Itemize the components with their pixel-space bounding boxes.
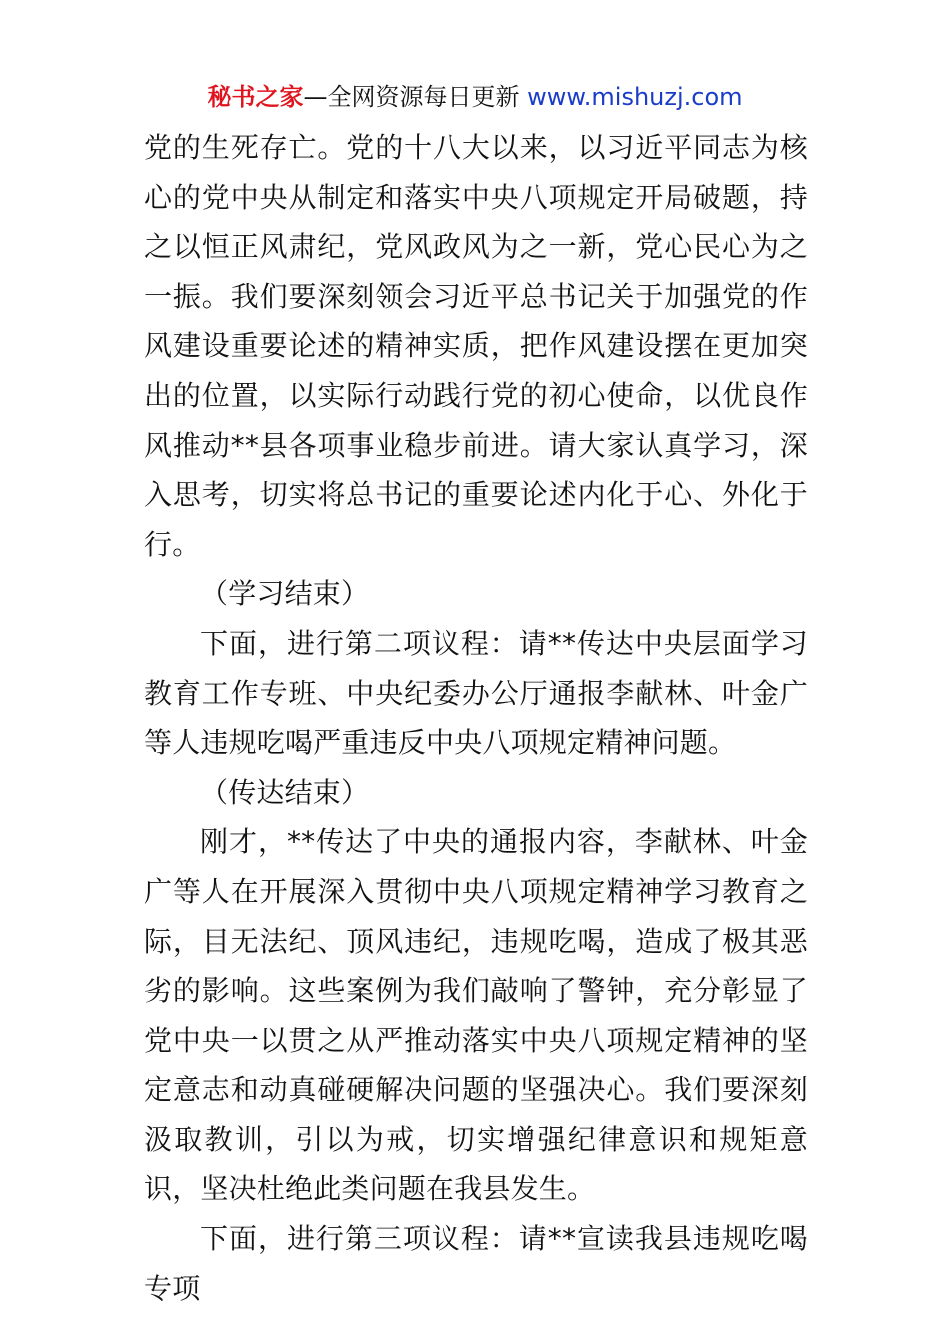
paragraph-note-study-end: （学习结束） xyxy=(200,577,370,611)
paragraph-note-relay-end: （传达结束） xyxy=(200,775,370,809)
document-body xyxy=(144,123,808,1313)
paragraph-continued: 党的生死存亡。党的十八大以来，以习近平同志为核心的党中央从制定和落实中央八项规定开局破题，持之以恒正风肃纪，党风政风为之一新，党心民心为之一振。我们要深刻领会习近平总书记关于加强党的作风建设重要论述的精神实质，把作风建设摆在更加突出的位置，以实际行动践行党的初心使命，以优良作风推动**县各项事业稳步前进。请大家认真学习，深入思考，切实将总书记的重要论述内化于心、外化于行。 xyxy=(144,131,808,561)
header-tagline: —全网资源每日更新 xyxy=(303,83,520,111)
paragraph-commentary: 刚才，**传达了中央的通报内容，李献林、叶金广等人在开展深入贯彻中央八项规定精神学习教育之际，目无法纪、顶风违纪，违规吃喝，造成了极其恶劣的影响。这些案例为我们敲响了警钟，充分彰显了党中央一以贯之从严推动落实中央八项规定精神的坚定意志和动真碰硬解决问题的坚强决心。我们要深刻汲取教训，引以为戒，切实增强纪律意识和规矩意识，坚决杜绝此类问题在我县发生。 xyxy=(144,825,808,1206)
header-brand: 秘书之家 xyxy=(207,83,304,111)
paragraph-agenda-item-3: 下面，进行第三项议程：请**宣读我县违规吃喝专项 xyxy=(144,1222,808,1305)
paragraph-agenda-item-2: 下面，进行第二项议程：请**传达中央层面学习教育工作专班、中央纪委办公厅通报李献林、叶金广等人违规吃喝严重违反中央八项规定精神问题。 xyxy=(144,626,808,760)
header-site-link[interactable]: www.mishuzj.com xyxy=(527,83,743,111)
page-header xyxy=(0,80,950,114)
